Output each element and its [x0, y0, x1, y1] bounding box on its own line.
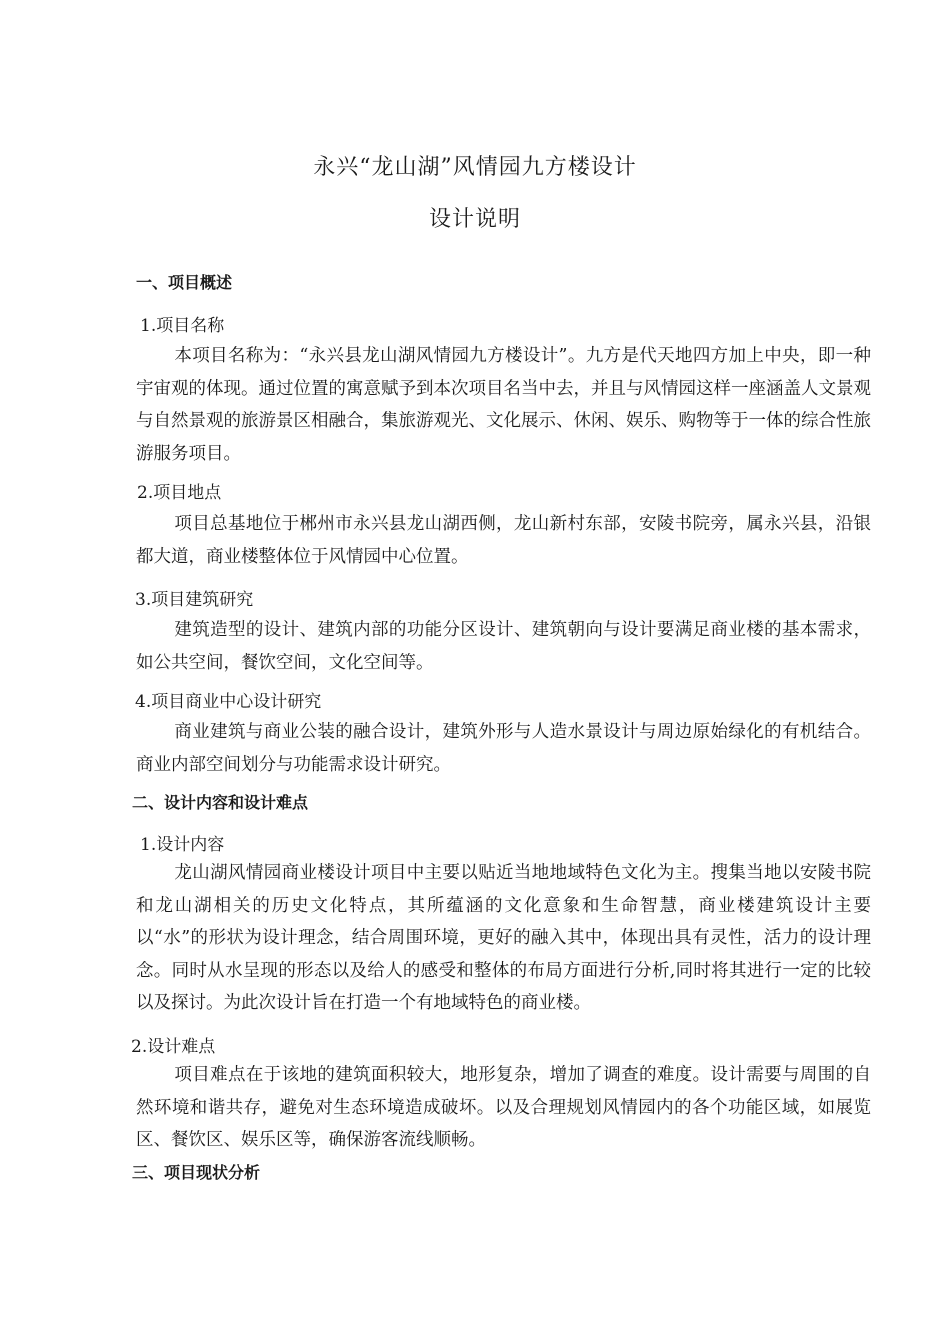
- paragraph-commercial-center: [136, 716, 871, 781]
- paragraph-commercial-center-text: 商业建筑与商业公装的融合设计，建筑外形与人造水景设计与周边原始绿化的有机结合。商业内部空间划分与功能需求设计研究。: [136, 722, 871, 775]
- section-heading-design-content: 二、设计内容和设计难点: [132, 793, 309, 812]
- subsection-title-design-difficulty: 2.设计难点: [131, 1037, 216, 1057]
- subsection-title-building-research: 3.项目建筑研究: [135, 590, 254, 610]
- document-subtitle: 设计说明: [428, 207, 521, 232]
- subsection-title-commercial-center: 4.项目商业中心设计研究: [135, 692, 322, 712]
- paragraph-design-difficulty-text: 项目难点在于该地的建筑面积较大，地形复杂，增加了调查的难度。设计需要与周围的自然环境和谐共存，避免对生态环境造成破坏。以及合理规划风情园内的各个功能区域，如展览区、餐饮区、娱乐区等，确保游客流线顺畅。: [136, 1065, 871, 1150]
- paragraph-building-research: [136, 614, 871, 679]
- paragraph-project-location: [136, 508, 871, 573]
- paragraph-project-name-text: 本项目名称为：“永兴县龙山湖风情园九方楼设计”。九方是代天地四方加上中央，即一种宇宙观的体现。通过位置的寓意赋予到本次项目名当中去，并且与风情园这样一座涵盖人文景观与自然景观的旅游景区相融合，集旅游观光、文化展示、休闲、娱乐、购物等于一体的综合性旅游服务项目。: [136, 346, 871, 464]
- paragraph-building-research-text: 建筑造型的设计、建筑内部的功能分区设计、建筑朝向与设计要满足商业楼的基本需求，如公共空间，餐饮空间，文化空间等。: [136, 620, 871, 673]
- paragraph-project-location-text: 项目总基地位于郴州市永兴县龙山湖西侧，龙山新村东部，安陵书院旁，属永兴县，沿银都大道，商业楼整体位于风情园中心位置。: [136, 514, 871, 567]
- paragraph-design-content-text: 龙山湖风情园商业楼设计项目中主要以贴近当地地域特色文化为主。搜集当地以安陵书院和龙山湖相关的历史文化特点，其所蕴涵的文化意象和生命智慧，商业楼建筑设计主要以“水”的形状为设计理念，结合周围环境，更好的融入其中，体现出具有灵性，活力的设计理念。同时从水呈现的形态以及给人的感受和整体的布局方面进行分析,同时将其进行一定的比较以及探讨。为此次设计旨在打造一个有地域特色的商业楼。: [136, 863, 871, 1013]
- document-title: 永兴“龙山湖”风情园九方楼设计: [313, 155, 637, 180]
- section-heading-current-status: 三、项目现状分析: [132, 1163, 261, 1182]
- paragraph-design-content: [136, 857, 871, 1020]
- paragraph-project-name: [136, 340, 871, 470]
- subsection-title-project-location: 2.项目地点: [137, 483, 222, 503]
- paragraph-design-difficulty: [136, 1059, 871, 1157]
- subsection-title-project-name: 1.项目名称: [140, 316, 225, 336]
- section-heading-overview: 一、项目概述: [136, 273, 233, 292]
- subsection-title-design-content: 1.设计内容: [140, 835, 225, 855]
